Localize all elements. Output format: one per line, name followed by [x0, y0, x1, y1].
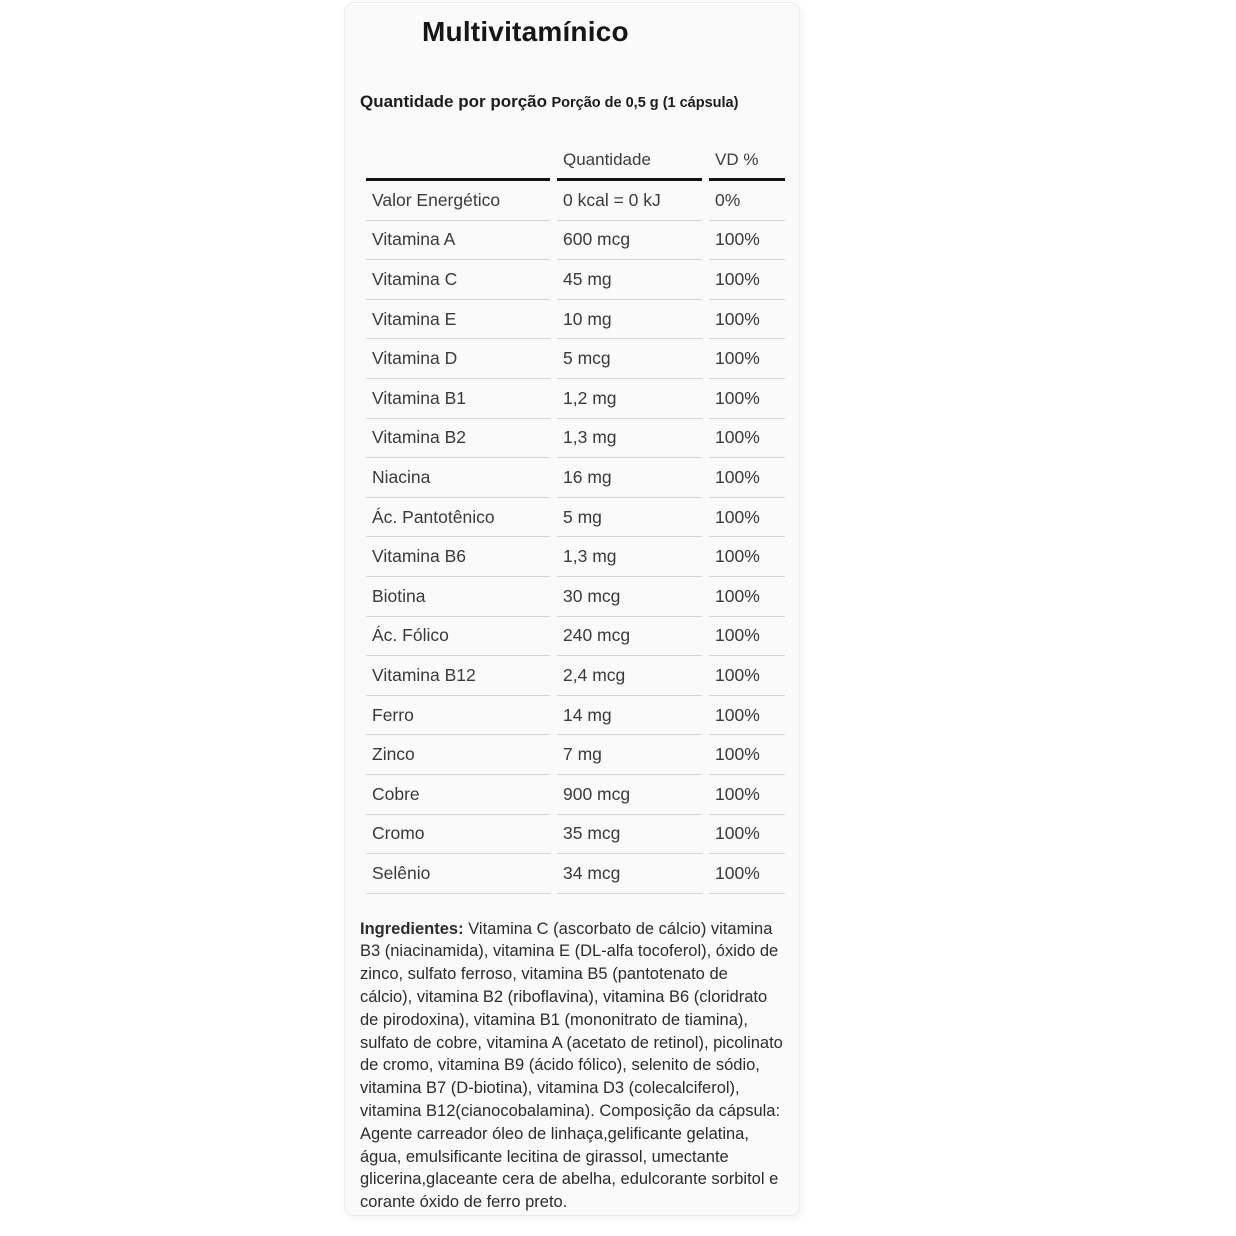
serving-info [360, 91, 784, 114]
nutrient-vd: 100% [709, 775, 785, 815]
nutrient-quantity: 10 mg [557, 300, 702, 340]
nutrient-quantity: 16 mg [557, 458, 702, 498]
column-header-nutrient [366, 144, 550, 181]
nutrient-name: Cromo [366, 815, 550, 855]
nutrition-table-body [366, 181, 784, 894]
nutrient-name: Valor Energético [366, 181, 550, 221]
nutrient-quantity: 0 kcal = 0 kJ [557, 181, 702, 221]
nutrient-name: Vitamina D [366, 339, 550, 379]
ingredients-text: Vitamina C (ascorbato de cálcio) vitamina B3 (niacinamida), vitamina E (DL-alfa tocoferol), óxido de zinco, sulfato ferroso, vitamina B5 (pantotenato de cálcio), vitamina B2 (riboflavina), vitamina B6 (cloridrato de pirodoxina), vitamina B1 (mononitrato de tiamina), sulfato de cobre, vitamina A (acetato de retinol), picolinato de cromo, vitamina B9 (ácido fólico), selenito de sódio, vitamina B7 (D-biotina), vitamina D3 (colecalciferol), vitamina B12(cianocobalamina). Composição da cápsula: Agente carreador óleo de linhaça,gelificante gelatina, água, emulsificante lecitina de girassol, umectante glicerina,glaceante cera de abelha, edulcorante sorbitol e corante óxido de ferro preto. [360, 919, 783, 1212]
nutrient-quantity: 30 mcg [557, 577, 702, 617]
nutrient-vd: 0% [709, 181, 785, 221]
nutrient-vd: 100% [709, 696, 785, 736]
ingredients-paragraph [360, 918, 784, 1214]
nutrient-quantity: 34 mcg [557, 854, 702, 894]
nutrient-name: Selênio [366, 854, 550, 894]
nutrient-name: Ferro [366, 696, 550, 736]
nutrient-name: Vitamina C [366, 260, 550, 300]
nutrient-name: Vitamina E [366, 300, 550, 340]
nutrient-quantity: 1,3 mg [557, 537, 702, 577]
nutrient-quantity: 1,2 mg [557, 379, 702, 419]
serving-detail: Porção de 0,5 g (1 cápsula) [551, 95, 739, 111]
nutrient-name: Vitamina A [366, 221, 550, 261]
nutrient-vd: 100% [709, 458, 785, 498]
table-header-row [366, 144, 784, 181]
nutrient-vd: 100% [709, 854, 785, 894]
nutrient-name: Vitamina B12 [366, 656, 550, 696]
nutrient-name: Ác. Fólico [366, 617, 550, 657]
serving-label: Quantidade por porção [360, 92, 548, 111]
nutrient-quantity: 240 mcg [557, 617, 702, 657]
nutrient-quantity: 45 mg [557, 260, 702, 300]
nutrient-vd: 100% [709, 339, 785, 379]
nutrient-quantity: 14 mg [557, 696, 702, 736]
column-header-quantity: Quantidade [557, 144, 702, 181]
nutrient-vd: 100% [709, 735, 785, 775]
nutrient-name: Biotina [366, 577, 550, 617]
nutrient-vd: 100% [709, 577, 785, 617]
nutrient-name: Vitamina B6 [366, 537, 550, 577]
nutrient-name: Vitamina B2 [366, 419, 550, 459]
nutrient-quantity: 7 mg [557, 735, 702, 775]
nutrient-vd: 100% [709, 221, 785, 261]
nutrient-name: Niacina [366, 458, 550, 498]
nutrient-name: Ác. Pantotênico [366, 498, 550, 538]
nutrient-quantity: 5 mcg [557, 339, 702, 379]
product-title: Multivitamínico [422, 16, 629, 47]
nutrient-vd: 100% [709, 498, 785, 538]
nutrient-quantity: 600 mcg [557, 221, 702, 261]
nutrient-quantity: 35 mcg [557, 815, 702, 855]
nutrient-quantity: 900 mcg [557, 775, 702, 815]
nutrient-name: Cobre [366, 775, 550, 815]
nutrition-facts-card [344, 2, 800, 1216]
nutrient-vd: 100% [709, 379, 785, 419]
nutrient-vd: 100% [709, 617, 785, 657]
nutrient-name: Vitamina B1 [366, 379, 550, 419]
nutrient-vd: 100% [709, 260, 785, 300]
nutrient-quantity: 1,3 mg [557, 419, 702, 459]
ingredients-label: Ingredientes: [360, 919, 464, 938]
nutrient-quantity: 2,4 mcg [557, 656, 702, 696]
column-header-vd: VD % [709, 144, 785, 181]
nutrient-vd: 100% [709, 300, 785, 340]
nutrient-vd: 100% [709, 419, 785, 459]
nutrient-name: Zinco [366, 735, 550, 775]
nutrient-vd: 100% [709, 815, 785, 855]
nutrient-vd: 100% [709, 537, 785, 577]
nutrient-vd: 100% [709, 656, 785, 696]
nutrient-quantity: 5 mg [557, 498, 702, 538]
